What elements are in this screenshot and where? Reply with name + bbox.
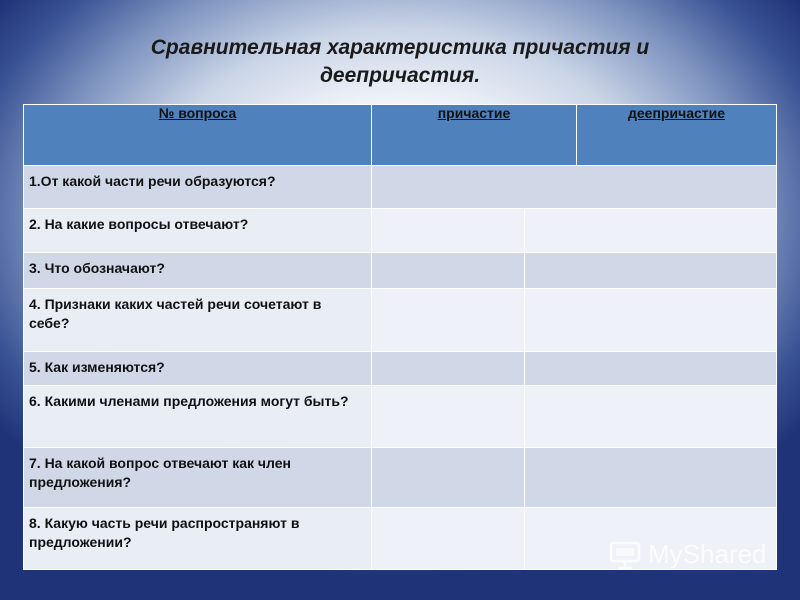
answer-cell-adverbial [525, 253, 777, 289]
answer-cell-participle [372, 386, 525, 448]
row-question: 2. На какие вопросы отвечают? [24, 209, 372, 253]
row-question: 6. Какими членами предложения могут быть? [24, 386, 372, 448]
presentation-board-icon [608, 540, 642, 570]
row-question: 7. На какой вопрос отвечают как член предложения? [24, 448, 372, 508]
answer-cell-participle [372, 253, 525, 289]
row-question: 3. Что обозначают? [24, 253, 372, 289]
table-row [24, 289, 777, 352]
row-question: 1.От какой части речи образуются? [24, 166, 372, 209]
header-question-number: № вопроса [24, 105, 372, 166]
table-header-row [24, 105, 777, 166]
answer-cell-adverbial [525, 352, 777, 386]
answer-cell-participle [372, 289, 525, 352]
answer-cell-participle [372, 209, 525, 253]
row-question: 4. Признаки каких частей речи сочетают в себе? [24, 289, 372, 352]
slide-title [40, 34, 760, 90]
header-adverbial-participle: деепричастие [577, 105, 777, 166]
table-row [24, 448, 777, 508]
answer-cell-adverbial [525, 448, 777, 508]
answer-cell-merged [372, 166, 777, 209]
table-row [24, 253, 777, 289]
table-row [24, 209, 777, 253]
answer-cell-participle [372, 508, 525, 570]
myshared-watermark [608, 536, 778, 572]
answer-cell-adverbial [525, 289, 777, 352]
row-question: 5. Как изменяются? [24, 352, 372, 386]
watermark-text: MyShared [648, 539, 767, 569]
row-question: 8. Какую часть речи распространяют в предложении? [24, 508, 372, 570]
table-row [24, 352, 777, 386]
comparison-table [23, 104, 777, 570]
title-line-2: деепричастия. [319, 64, 481, 87]
answer-cell-adverbial [525, 386, 777, 448]
answer-cell-participle [372, 352, 525, 386]
title-line-1: Сравнительная характеристика причастия и [150, 36, 650, 59]
table-row [24, 386, 777, 448]
answer-cell-adverbial [525, 209, 777, 253]
header-participle: причастие [372, 105, 577, 166]
table-row [24, 166, 777, 209]
answer-cell-participle [372, 448, 525, 508]
